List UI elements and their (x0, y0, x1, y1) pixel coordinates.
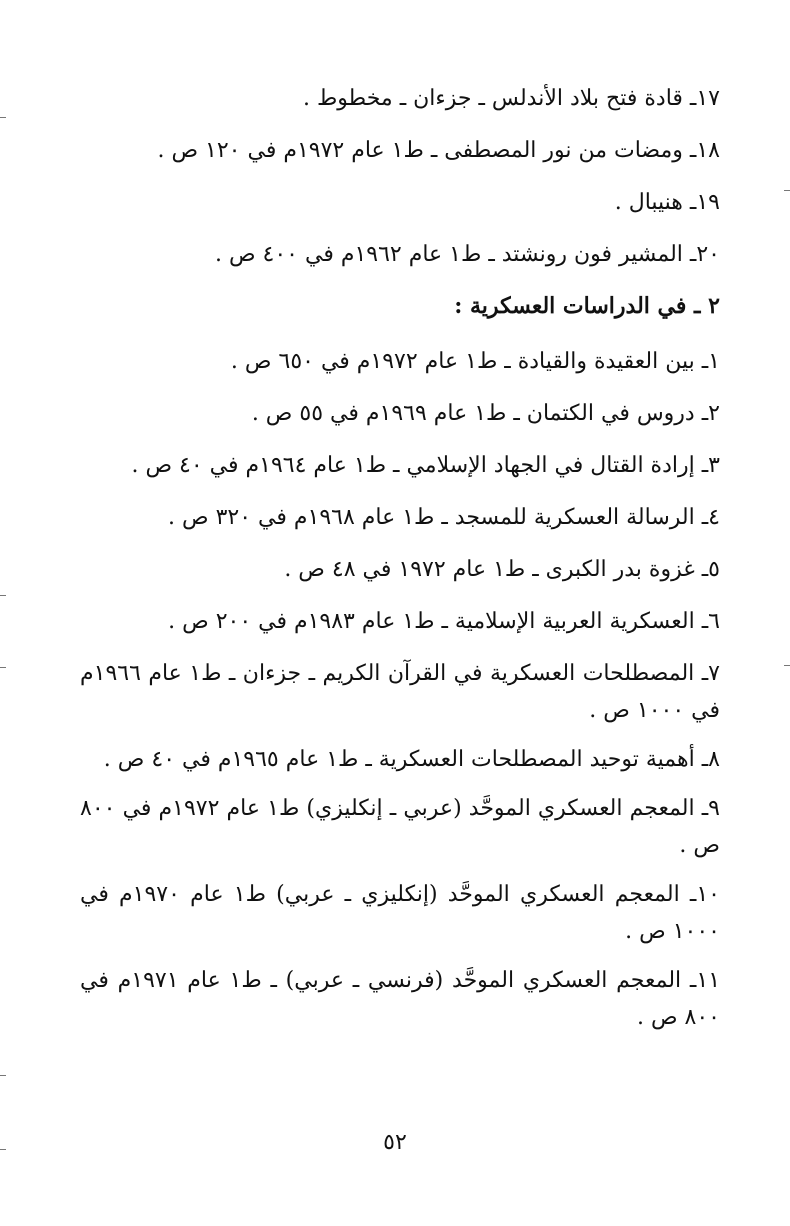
scan-mark (784, 190, 790, 191)
scan-mark (0, 1075, 6, 1076)
scan-mark (0, 117, 6, 118)
list-item: ١٩ـ هنيبال . (614, 190, 720, 215)
list-item: ١٨ـ ومضات من نور المصطفى ـ ط١ عام ١٩٧٢م في ١٢٠ ص . (157, 138, 720, 163)
page-number: ٥٢ (383, 1130, 407, 1155)
list-item: ١ـ بين العقيدة والقيادة ـ ط١ عام ١٩٧٢م في ٦٥٠ ص . (230, 349, 720, 374)
list-item: ٤ـ الرسالة العسكرية للمسجد ـ ط١ عام ١٩٦٨م في ٣٢٠ ص . (168, 505, 720, 530)
page-body (80, 80, 720, 1048)
list-item: ١٧ـ قادة فتح بلاد الأندلس ـ جزءان ـ مخطوط . (302, 86, 720, 111)
list-item: ٢٠ـ المشير فون رونشتد ـ ط١ عام ١٩٦٢م في ٤٠٠ ص . (214, 242, 720, 267)
list-item: ٥ـ غزوة بدر الكبرى ـ ط١ عام ١٩٧٢ في ٤٨ ص . (284, 557, 720, 582)
scan-mark (784, 665, 790, 666)
list-item: ٧ـ المصطلحات العسكرية في القرآن الكريم ـ جزءان ـ ط١ عام ١٩٦٦م في ١٠٠٠ ص . (80, 661, 720, 723)
scan-mark (0, 1149, 6, 1150)
section-heading: ٢ ـ في الدراسات العسكرية : (454, 293, 720, 319)
scan-mark (0, 595, 6, 596)
list-item: ٣ـ إرادة القتال في الجهاد الإسلامي ـ ط١ عام ١٩٦٤م في ٤٠ ص . (131, 453, 720, 478)
scan-mark (0, 667, 6, 668)
list-item: ١٠ـ المعجم العسكري الموحَّد (إنكليزي ـ عربي) ط١ عام ١٩٧٠م في ١٠٠٠ ص . (80, 882, 720, 944)
list-item: ١١ـ المعجم العسكري الموحَّد (فرنسي ـ عربي) ـ ط١ عام ١٩٧١م في ٨٠٠ ص . (80, 968, 721, 1030)
list-item: ٢ـ دروس في الكتمان ـ ط١ عام ١٩٦٩م في ٥٥ ص . (251, 401, 720, 426)
list-item: ٨ـ أهمية توحيد المصطلحات العسكرية ـ ط١ عام ١٩٦٥م في ٤٠ ص . (103, 747, 720, 772)
list-item: ٩ـ المعجم العسكري الموحَّد (عربي ـ إنكليزي) ط١ عام ١٩٧٢م في ٨٠٠ ص . (80, 796, 720, 858)
list-item: ٦ـ العسكرية العربية الإسلامية ـ ط١ عام ١٩٨٣م في ٢٠٠ ص . (168, 609, 720, 634)
